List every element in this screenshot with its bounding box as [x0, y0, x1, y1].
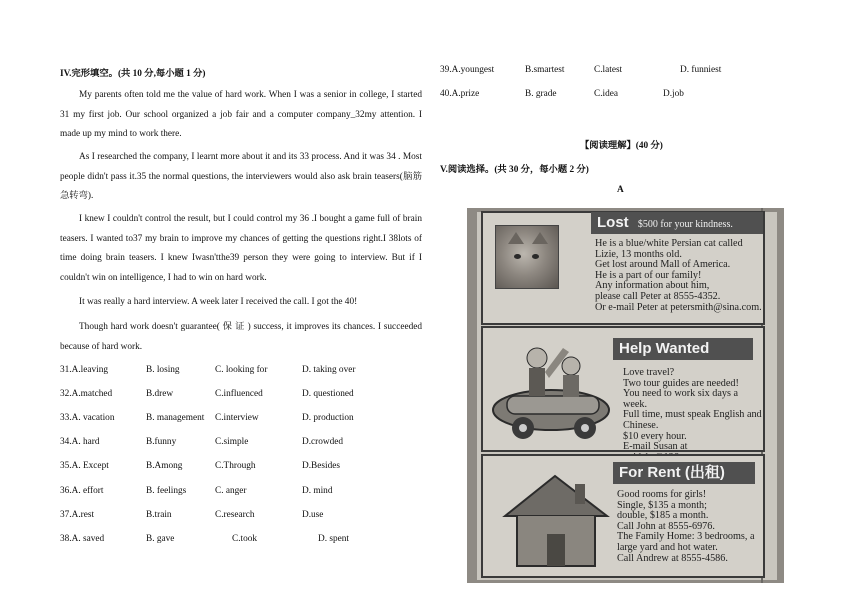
option-d: D. funniest	[680, 65, 722, 75]
lost-ad-header	[591, 212, 763, 234]
option-d: D.job	[663, 89, 684, 99]
option-b: B.drew	[146, 389, 174, 399]
option-a: 34.A. hard	[60, 437, 100, 447]
option-a: 35.A. Except	[60, 461, 109, 471]
ad-line: Call John at 8555-6976.	[617, 520, 715, 532]
help-ad-header	[613, 338, 753, 360]
option-b: B. losing	[146, 365, 180, 375]
paragraph-1-text: My parents often told me the value of hard work. When I was a senior in college, I started 31 my first job. Our school organized a job fair and a computer company_32my attention. I made up my mind to work there.	[60, 90, 422, 139]
lost-ad-reward: $500 for your kindness.	[637, 219, 733, 230]
option-c: C.took	[232, 534, 258, 544]
ad-line: Chinese.	[623, 419, 659, 431]
rent-ad-body	[617, 490, 755, 564]
reading-header: 【阅读理解】(40 分)	[580, 141, 663, 151]
ad-line: double, $185 a month.	[617, 510, 709, 522]
help-wanted-ad	[481, 326, 765, 452]
passage-label: A	[617, 185, 624, 195]
option-a: 36.A. effort	[60, 486, 104, 496]
option-b: B.Among	[146, 461, 183, 471]
option-d: D. production	[302, 413, 354, 423]
option-d: D. questioned	[302, 389, 354, 399]
section-title-reading: V.阅读选择。(共 30 分，每小题 2 分)	[440, 165, 589, 175]
car-illustration-icon	[489, 336, 619, 444]
ad-line: large yard and hot water.	[617, 541, 718, 553]
ad-line: $10 every hour.	[623, 430, 687, 442]
for-rent-ad	[481, 454, 765, 578]
paragraph-5	[60, 318, 422, 357]
ad-line: Full time, must speak English and	[623, 409, 762, 421]
option-d: D. taking over	[302, 365, 356, 375]
help-ad-body	[623, 368, 763, 463]
paragraph-2-text: As I researched the company, I learnt more about it and its 33 process. And it was 34 . Most people didn't pass it.35 the normal questions, the interviewers would also ask brain teasers(脑筋急转弯).	[60, 152, 422, 201]
option-b: B.train	[146, 510, 172, 520]
ad-line: Call Andrew at 8555-4586.	[617, 552, 728, 564]
paragraph-4-text: It was really a hard interview. A week later I received the call. I got the 40!	[79, 297, 358, 307]
paragraph-4	[60, 293, 422, 313]
rent-ad-header	[613, 462, 755, 484]
option-b: B. feelings	[146, 486, 187, 496]
option-b: B. management	[146, 413, 205, 423]
option-b: B.smartest	[525, 65, 565, 75]
lost-ad-body	[595, 239, 762, 313]
option-c: C.simple	[215, 437, 249, 447]
ad-line: Lizie, 13 months old.	[595, 248, 682, 260]
help-ad-title: Help Wanted	[619, 340, 710, 357]
house-icon	[497, 470, 615, 570]
ad-line: Good rooms for girls!	[617, 489, 707, 500]
option-c: C.interview	[215, 413, 259, 423]
option-c: C.Through	[215, 461, 256, 471]
option-a: 38.A. saved	[60, 534, 105, 544]
rent-ad-title: For Rent (出租)	[619, 464, 725, 481]
option-d: D.Besides	[302, 461, 340, 471]
ad-line: Love travel?	[623, 367, 675, 378]
option-d: D.use	[302, 510, 324, 520]
paragraph-2	[60, 148, 422, 207]
ad-line: Or e-mail Peter at petersmith@sina.com.	[595, 301, 762, 313]
paragraph-3	[60, 210, 422, 288]
ad-line: Single, $135 a month;	[617, 499, 707, 511]
option-c: C. anger	[215, 486, 247, 496]
paragraph-1	[60, 86, 422, 145]
option-b: B. gave	[146, 534, 175, 544]
option-a: 32.A.matched	[60, 389, 113, 399]
newspaper-photo	[467, 208, 784, 583]
ad-line: Two tour guides are needed!	[623, 377, 739, 389]
ad-line: The Family Home: 3 bedrooms, a	[617, 531, 755, 543]
ad-line: Any information about him,	[595, 280, 710, 292]
option-a: 40.A.prize	[440, 89, 480, 99]
ad-line: E-mail Susan at	[623, 441, 688, 453]
option-c: C.latest	[594, 65, 623, 75]
option-b: B.funny	[146, 437, 177, 447]
ad-line: You need to work six days a week.	[623, 388, 738, 410]
option-c: C. looking for	[215, 365, 268, 375]
ad-line: Get lost around Mall of America.	[595, 259, 731, 271]
option-d: D.crowded	[302, 437, 344, 447]
lost-ad	[481, 211, 765, 325]
option-a: 31.A.leaving	[60, 365, 109, 375]
lost-ad-title: Lost	[597, 214, 629, 231]
option-b: B. grade	[525, 89, 557, 99]
option-d: D. mind	[302, 486, 333, 496]
option-a: 33.A. vacation	[60, 413, 115, 423]
cat-photo-icon	[495, 225, 559, 289]
ad-line: He is a blue/white Persian cat called	[595, 238, 743, 249]
section-title-cloze: IV.完形填空。(共 10 分,每小题 1 分)	[60, 69, 206, 79]
option-d: D. spent	[318, 534, 349, 544]
paragraph-3-text: I knew I couldn't control the result, but I could control my 36 .I bought a game full of brain teasers. I wanted to37 my brain to improve my chances of getting the questions right.I 38lots of time doing brain teasers. I knew Iwasn'tthe39 person they were going to interview. But if I couldn't win on intelligence, I had to win on hard work.	[60, 214, 422, 283]
option-c: C.research	[215, 510, 255, 520]
paragraph-5-text: Though hard work doesn't guarantee( 保 证 ) success, it improves its chances. I succeeded because of hard work.	[60, 322, 422, 352]
option-c: C.influenced	[215, 389, 263, 399]
option-a: 39.A.youngest	[440, 65, 495, 75]
option-c: C.idea	[594, 89, 619, 99]
option-a: 37.A.rest	[60, 510, 95, 520]
ad-line: He is a part of our family!	[595, 269, 702, 281]
ad-line: please call Peter at 8555-4352.	[595, 290, 721, 302]
